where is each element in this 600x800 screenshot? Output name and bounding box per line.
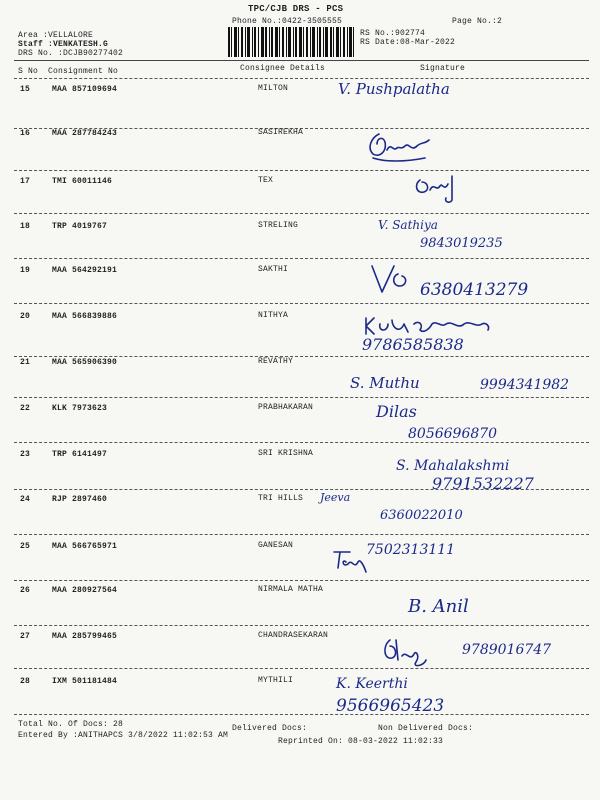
row-signature: K. Keerthi — [336, 676, 408, 692]
rs-number: RS No.:902774 — [360, 29, 426, 38]
row-sno: 26 — [20, 586, 31, 595]
col-sno: S No — [18, 67, 39, 76]
row-consignee: PRABHAKARAN — [258, 403, 314, 412]
row-sno: 27 — [20, 632, 31, 641]
row-consignment: MAA 566765971 — [52, 542, 118, 551]
row-divider — [14, 534, 589, 535]
row-sno: 25 — [20, 542, 31, 551]
barcode — [228, 27, 354, 57]
signature-scribble — [410, 170, 470, 204]
row-consignee: STRELING — [258, 221, 299, 230]
row-sno: 23 — [20, 450, 31, 459]
row-consignment: MAA 280927564 — [52, 586, 118, 595]
header-bottom-rule — [14, 78, 589, 79]
signature-scribble — [368, 262, 418, 298]
row-consignee: NIRMALA MATHA — [258, 585, 324, 594]
row-consignment: TMI 60011146 — [52, 177, 113, 186]
row-phone: 9994341982 — [480, 377, 570, 393]
row-divider — [14, 397, 589, 398]
row-phone: 9786585838 — [362, 335, 464, 354]
row-sno: 18 — [20, 222, 31, 231]
row-sno: 16 — [20, 129, 31, 138]
row-divider — [14, 356, 589, 357]
row-phone: 9843019235 — [420, 236, 503, 251]
row-sno: 22 — [20, 404, 31, 413]
row-consignment: MAA 287784243 — [52, 129, 118, 138]
row-divider — [14, 580, 589, 581]
phone-number: Phone No.:0422-3505555 — [232, 17, 343, 26]
row-consignment: MAA 285799465 — [52, 632, 118, 641]
row-consignee: TEX — [258, 176, 274, 185]
row-signature: Dilas — [376, 402, 417, 421]
signature-scribble — [365, 128, 435, 168]
col-signature: Signature — [420, 64, 466, 73]
row-divider — [14, 625, 589, 626]
row-sno: 17 — [20, 177, 31, 186]
row-signature: B. Anil — [408, 596, 469, 617]
row-divider — [14, 714, 589, 715]
row-signature: V. Sathiya — [378, 218, 438, 232]
row-divider — [14, 170, 589, 171]
row-divider — [14, 489, 589, 490]
row-consignment: MAA 857109694 — [52, 85, 118, 94]
row-consignee: TRI HILLS — [258, 494, 304, 503]
row-consignment: MAA 564292191 — [52, 266, 118, 275]
col-consignment: Consignment No — [48, 67, 119, 76]
row-divider — [14, 668, 589, 669]
row-consignee: SAKTHI — [258, 265, 289, 274]
row-consignee: GANESAN — [258, 541, 294, 550]
delivered-docs: Delivered Docs: — [232, 724, 308, 733]
row-phone: 9789016747 — [462, 642, 552, 658]
row-consignment: IXM 501181484 — [52, 677, 118, 686]
row-consignee: CHANDRASEKARAN — [258, 631, 329, 640]
row-consignment: MAA 565906390 — [52, 358, 118, 367]
row-signature: S. Muthu — [350, 374, 420, 392]
reprinted-on: Reprinted On: 08-03-2022 11:02:33 — [278, 737, 444, 746]
row-phone: 6360022010 — [380, 508, 463, 523]
row-consignment: RJP 2897460 — [52, 495, 108, 504]
row-signature: Jeeva — [320, 491, 351, 504]
page-number: Page No.:2 — [452, 17, 503, 26]
row-phone: 6380413279 — [420, 280, 529, 300]
signature-scribble — [330, 544, 370, 574]
row-consignee: SASIREKHA — [258, 128, 304, 137]
row-consignment: KLK 7973623 — [52, 404, 108, 413]
area-label: Area :VELLALORE — [18, 31, 94, 40]
row-sno: 20 — [20, 312, 31, 321]
staff-label: Staff :VENKATESH.G — [18, 40, 109, 49]
col-consignee: Consignee Details — [240, 64, 326, 73]
row-signature: V. Pushpalatha — [338, 80, 450, 98]
row-phone: 8056696870 — [408, 426, 498, 442]
row-phone: 9791532227 — [432, 474, 534, 493]
row-divider — [14, 213, 589, 214]
row-signature: S. Mahalakshmi — [396, 458, 510, 474]
document-title: TPC/CJB DRS - PCS — [248, 4, 344, 14]
row-sno: 28 — [20, 677, 31, 686]
row-divider — [14, 258, 589, 259]
row-consignee: REVATHY — [258, 357, 294, 366]
row-consignment: MAA 566839886 — [52, 312, 118, 321]
row-consignee: MILTON — [258, 84, 289, 93]
drs-number: DRS No. :DCJB90277402 — [18, 49, 124, 58]
row-phone: 9566965423 — [336, 696, 445, 716]
row-sno: 24 — [20, 495, 31, 504]
row-consignee: MYTHILI — [258, 676, 294, 685]
row-sno: 19 — [20, 266, 31, 275]
entered-by: Entered By :ANITHAPCS 3/8/2022 11:02:53 AM — [18, 731, 229, 740]
total-docs: Total No. Of Docs: 28 — [18, 720, 124, 729]
header-top-rule — [14, 60, 589, 61]
rs-date: RS Date:08-Mar-2022 — [360, 38, 456, 47]
row-sno: 15 — [20, 85, 31, 94]
row-consignment: TRP 4019767 — [52, 222, 108, 231]
row-phone: 7502313111 — [366, 542, 456, 558]
row-consignment: TRP 6141497 — [52, 450, 108, 459]
row-consignee: NITHYA — [258, 311, 289, 320]
signature-scribble — [380, 636, 430, 670]
row-sno: 21 — [20, 358, 31, 367]
row-divider — [14, 303, 589, 304]
non-delivered-docs: Non Delivered Docs: — [378, 724, 474, 733]
row-consignee: SRI KRISHNA — [258, 449, 314, 458]
row-divider — [14, 442, 589, 443]
